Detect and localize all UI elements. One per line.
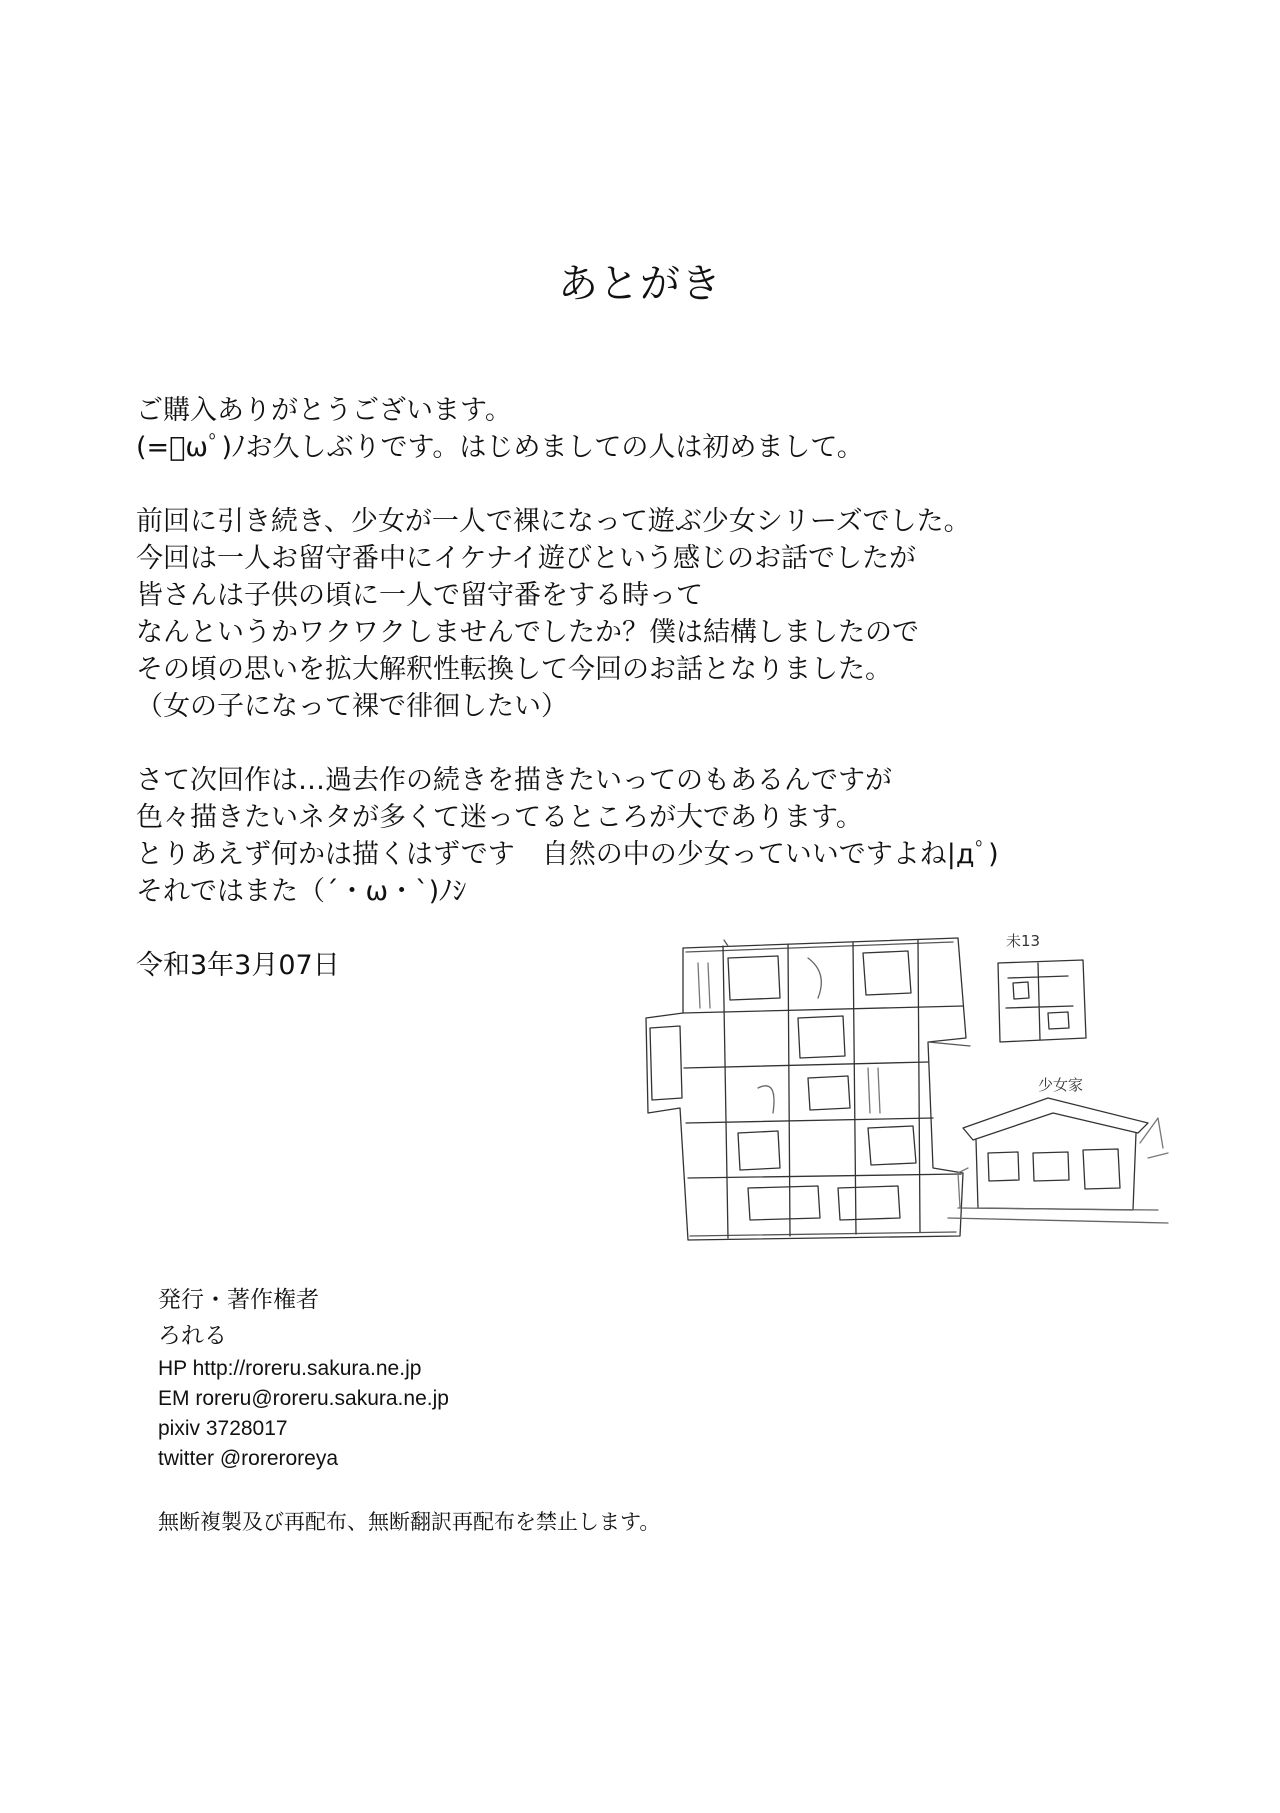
body-line: 今回は一人お留守番中にイケナイ遊びという感じのお話でしたが [136, 543, 917, 574]
house-sketch-illustration [628, 918, 1170, 1253]
sketch-label-1: 未13 [1006, 932, 1041, 950]
colophon [158, 1282, 858, 1474]
pixiv-id: pixiv 3728017 [158, 1417, 288, 1440]
small-floorplan-sketch [998, 960, 1086, 1042]
paragraph-gap [136, 466, 1176, 503]
body-line: ご購入ありがとうございます。 [136, 395, 512, 426]
floorplan-sketch [646, 938, 970, 1240]
body-line: なんというかワクワクしませんでしたか？僕は結構しましたので [136, 617, 919, 648]
copyright-notice: 無断複製及び再配布、無断翻訳再配布を禁止します。 [158, 1510, 661, 1534]
publisher-label: 発行・著作権者 [158, 1287, 319, 1313]
email-address: EM roreru@roreru.sakura.ne.jp [158, 1387, 449, 1410]
paragraph-gap [136, 725, 1176, 762]
date-line: 令和3年3月07日 [136, 950, 340, 981]
author-name: ろれる [158, 1323, 227, 1349]
body-line: とりあえず何かは描くはずです 自然の中の少女っていいですよね|дﾟ) [136, 839, 999, 870]
body-line: 色々描きたいネタが多くて迷ってるところが大であります。 [136, 802, 863, 833]
body-line: 皆さんは子供の頃に一人で留守番をする時って [136, 580, 703, 611]
body-line: (=ﾟωﾟ)ﾉお久しぶりです。はじめましての人は初めまして。 [136, 432, 864, 463]
twitter-handle: twitter @roreroreya [158, 1447, 339, 1470]
body-line: さて次回作は…過去作の続きを描きたいってのもあるんですが [136, 765, 892, 796]
homepage-url: HP http://roreru.sakura.ne.jp [158, 1357, 422, 1380]
house-perspective-sketch [948, 1098, 1168, 1223]
body-line: 前回に引き続き、少女が一人で裸になって遊ぶ少女シリーズでした。 [136, 506, 971, 537]
afterword-body [136, 392, 1176, 984]
body-line: それではまた（´・ω・`)ﾉｼ [136, 876, 467, 907]
sketch-label-2: 少女家 [1038, 1076, 1084, 1094]
body-line: （女の子になって裸で徘徊したい） [136, 691, 568, 722]
body-line: その頃の思いを拡大解釈性転換して今回のお話となりました。 [136, 654, 892, 685]
page-title: あとがき [558, 261, 722, 307]
